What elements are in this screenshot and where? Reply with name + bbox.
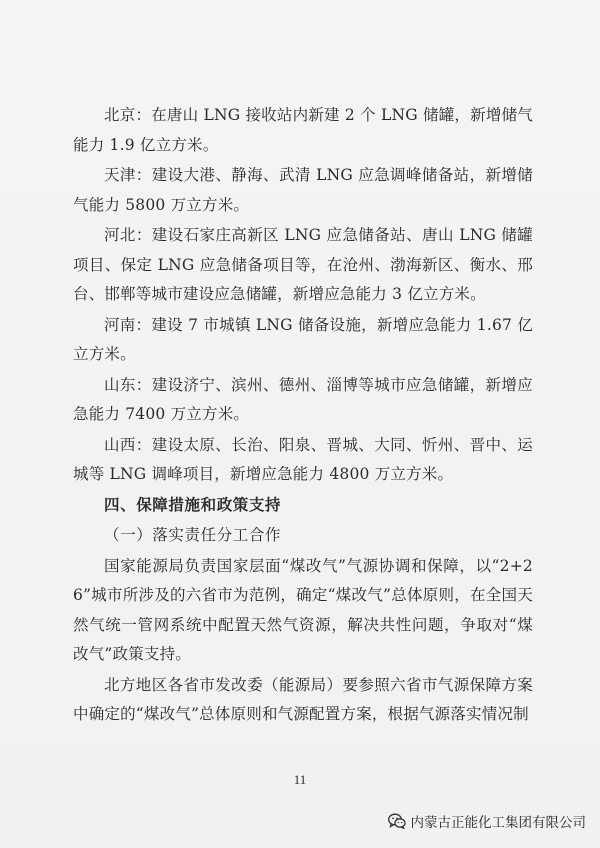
paragraph-tianjin: 天津：建设大港、静海、武清 LNG 应急调峰储备站，新增储气能力 5800 万立方米。: [73, 166, 533, 214]
wechat-icon: [388, 813, 406, 829]
paragraph-henan: 河南：建设 7 市城镇 LNG 储备设施，新增应急能力 1.67 亿立方米。: [73, 315, 533, 363]
paragraph-northern-provinces: 北方地区各省市发改委（能源局）要参照六省市气源保障方案中确定的“煤改气”总体原则和气源配置方案，根据气源落实情况制: [73, 675, 533, 723]
paragraph-shanxi: 山西：建设太原、长治、阳泉、晋城、大同、忻州、晋中、运城等 LNG 调峰项目，新增应急能力 4800 万立方米。: [73, 435, 533, 483]
section-heading: 四、保障措施和政策支持: [104, 495, 282, 514]
document-body: [73, 101, 533, 731]
page-number: 11: [293, 772, 307, 787]
wechat-watermark: [388, 811, 587, 831]
paragraph-nea-responsibility: 国家能源局负责国家层面“煤改气”气源协调和保障，以“2+26”城市所涉及的六省市为范例，确定“煤改气”总体原则，在全国天然气统一管网系统中配置天然气资源，解决共性问题，争取对“煤改气”政策支持。: [73, 556, 533, 663]
subsection-heading: （一）落实责任分工合作: [104, 526, 282, 544]
paragraph-shandong: 山东：建设济宁、滨州、德州、淄博等城市应急储罐，新增应急能力 7400 万立方米。: [73, 375, 533, 423]
paragraph-hebei: 河北：建设石家庄高新区 LNG 应急储备站、唐山 LNG 储罐项目、保定 LNG 应急储备项目等，在沧州、渤海新区、衡水、邢台、邯郸等城市建设应急储罐，新增应急能力 3 亿立方米。: [73, 226, 533, 303]
paragraph-beijing: 北京：在唐山 LNG 接收站内新建 2 个 LNG 储罐，新增储气能力 1.9 亿立方米。: [73, 106, 533, 154]
watermark-text: 内蒙古正能化工集团有限公司: [410, 815, 586, 831]
